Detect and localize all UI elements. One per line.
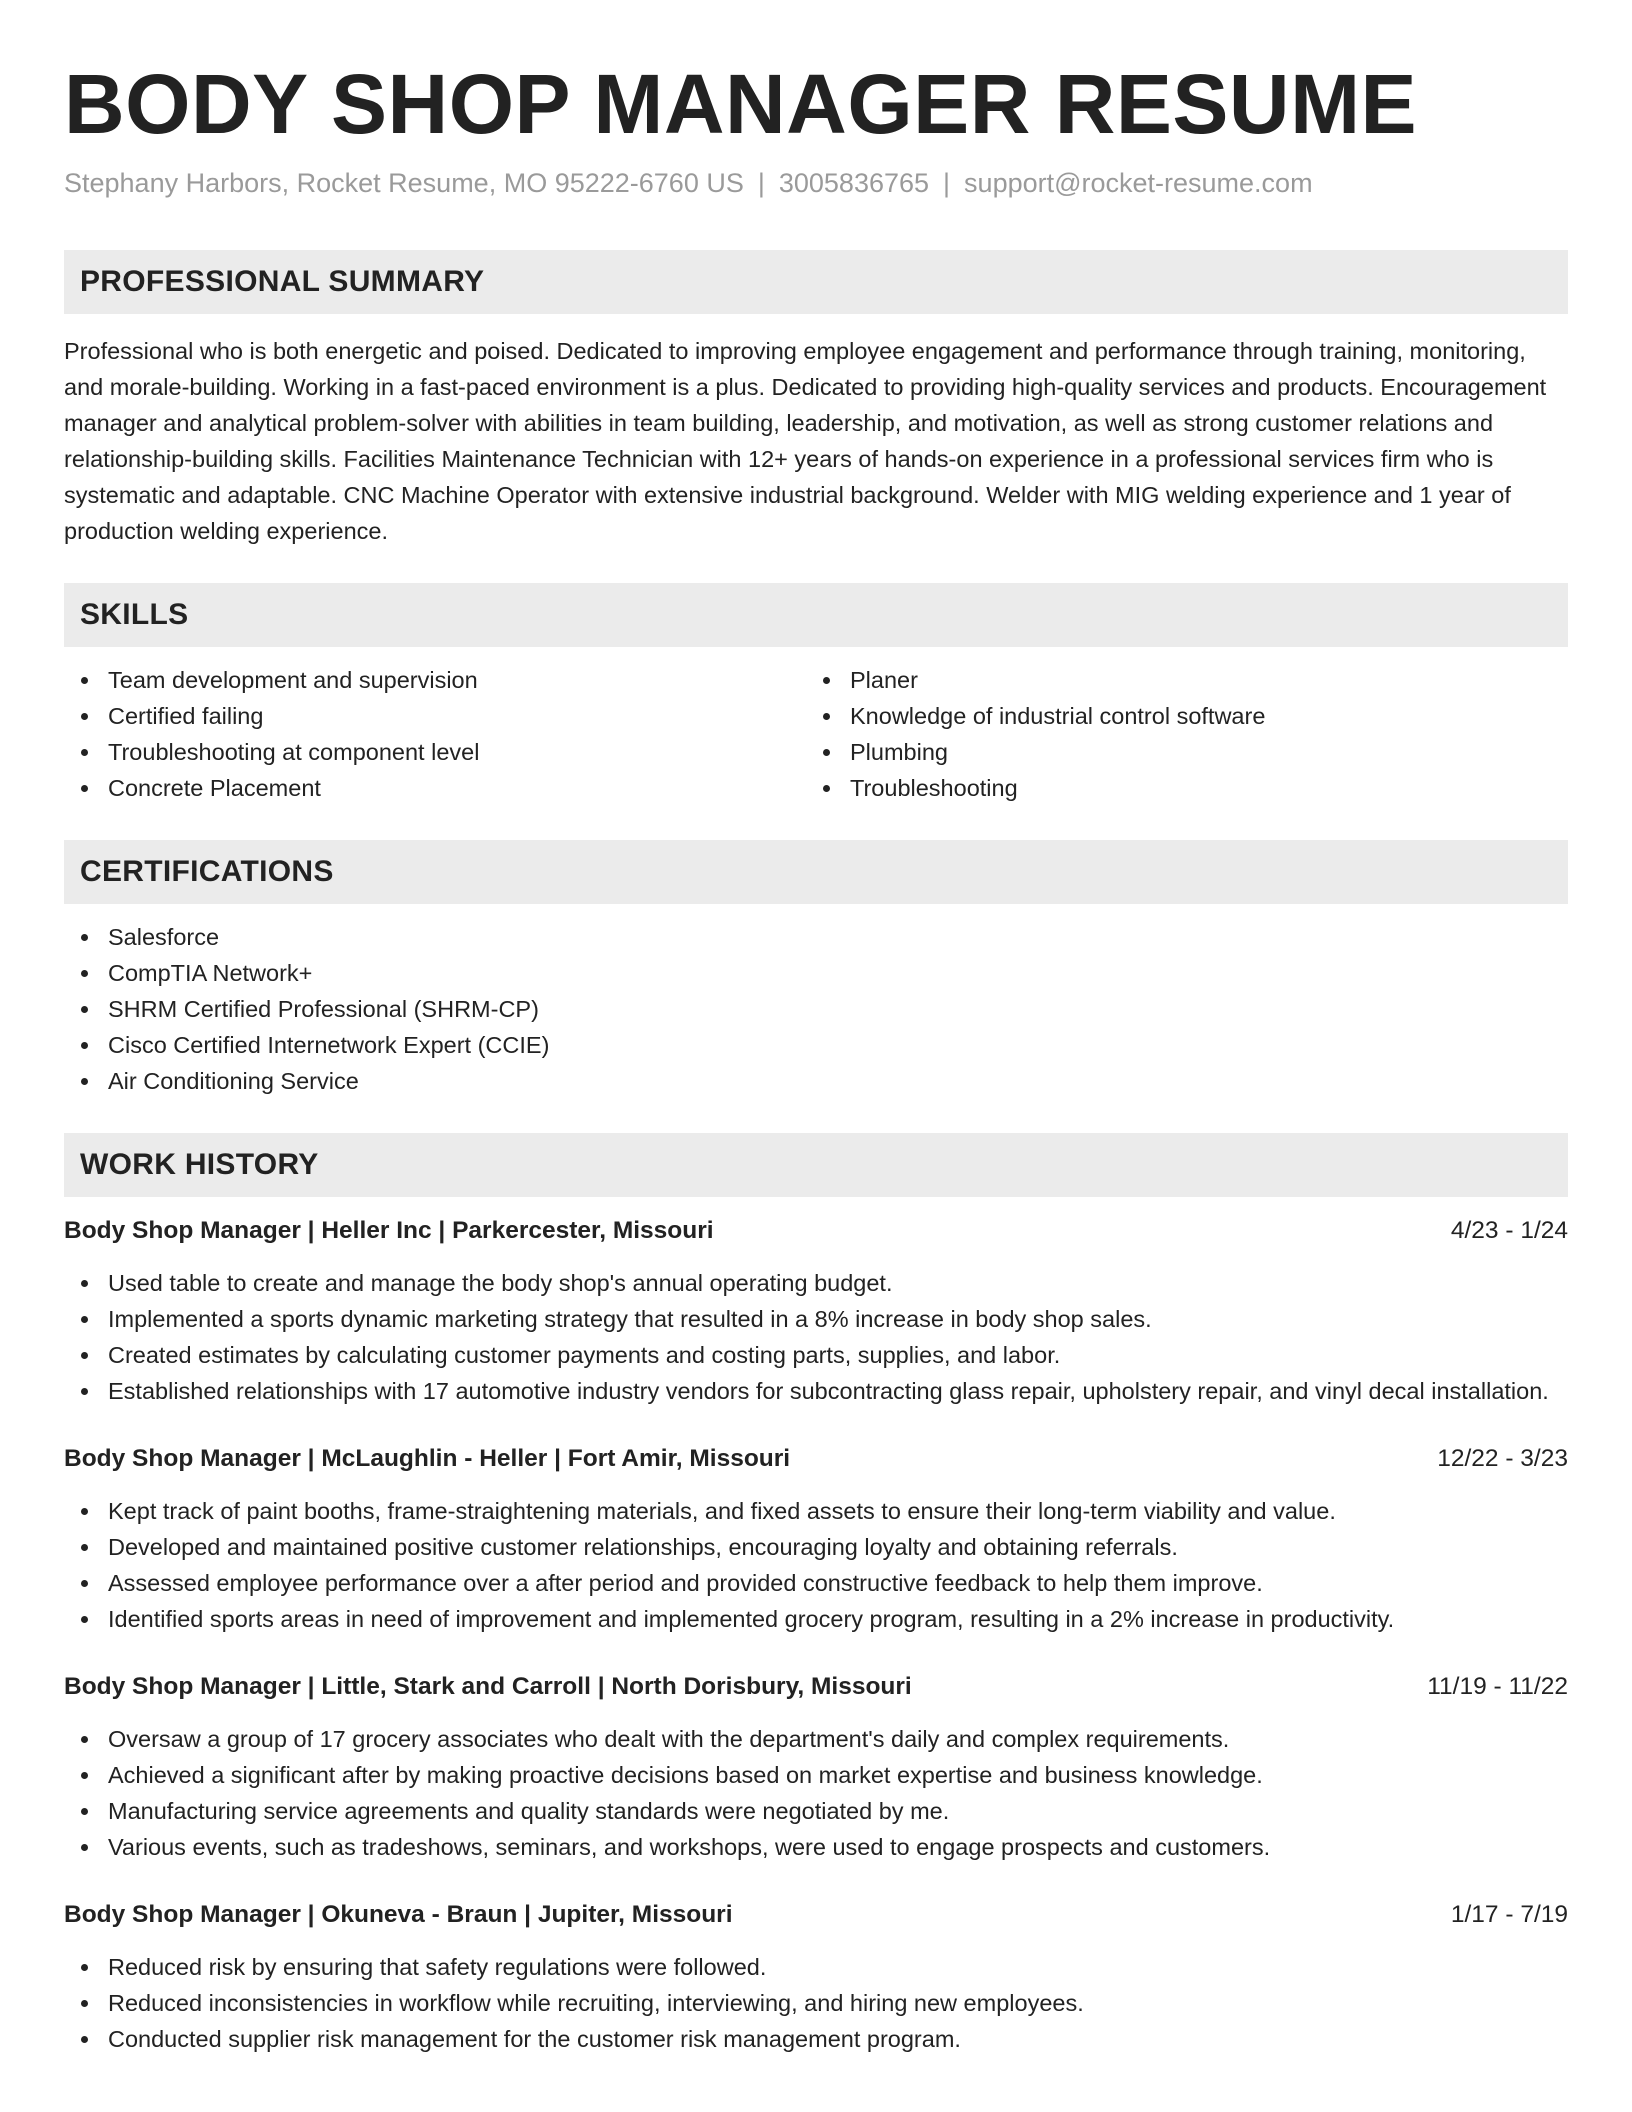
job-bullet: Developed and maintained positive customer relationships, encouraging loyalty and obtaining referrals. — [108, 1529, 1568, 1565]
job-title: Body Shop Manager | Heller Inc | Parkercester, Missouri — [64, 1217, 714, 1244]
certification-item: Air Conditioning Service — [108, 1063, 1568, 1099]
section-header-summary — [64, 250, 1568, 314]
section-title: CERTIFICATIONS — [80, 855, 334, 888]
job-bullets — [64, 1265, 1568, 1409]
job-entry — [64, 1213, 1568, 1409]
job-header — [64, 1669, 1568, 1705]
section-title: PROFESSIONAL SUMMARY — [80, 265, 485, 298]
certification-item: Cisco Certified Internetwork Expert (CCIE) — [108, 1027, 1568, 1063]
contact-separator: | — [757, 168, 765, 198]
skill-item: Troubleshooting — [850, 770, 1548, 806]
job-bullets — [64, 1949, 1568, 2057]
job-title: Body Shop Manager | Little, Stark and Carroll | North Dorisbury, Missouri — [64, 1673, 912, 1700]
job-bullets — [64, 1721, 1568, 1865]
job-dates: 12/22 - 3/23 — [1437, 1445, 1568, 1472]
skill-item: Plumbing — [850, 734, 1548, 770]
contact-address: Stephany Harbors, Rocket Resume, MO 95222-6760 US — [64, 168, 744, 198]
job-entry — [64, 1897, 1568, 2057]
skill-item: Knowledge of industrial control software — [850, 698, 1548, 734]
job-bullet: Created estimates by calculating customer payments and costing parts, supplies, and labor. — [108, 1337, 1568, 1373]
job-bullet: Established relationships with 17 automotive industry vendors for subcontracting glass repair, upholstery repair, and vinyl decal installation. — [108, 1373, 1568, 1409]
certification-item: CompTIA Network+ — [108, 955, 1568, 991]
job-header — [64, 1213, 1568, 1249]
skill-item: Team development and supervision — [108, 662, 806, 698]
skills-column-right — [806, 662, 1548, 806]
job-header — [64, 1897, 1568, 1933]
section-title: SKILLS — [80, 598, 189, 631]
job-dates: 11/19 - 11/22 — [1427, 1673, 1568, 1700]
job-bullet: Reduced risk by ensuring that safety regulations were followed. — [108, 1949, 1568, 1985]
job-entry — [64, 1441, 1568, 1637]
job-title: Body Shop Manager | Okuneva - Braun | Jupiter, Missouri — [64, 1901, 733, 1928]
summary-text: Professional who is both energetic and poised. Dedicated to improving employee engagement and performance through training, monitoring, and morale-building. Working in a fast-paced environment is a plus. Dedicated to providing high-quality services and products. Encouragement manager and analytical problem-solver with abilities in team building, leadership, and motivation, as well as strong customer relations and relationship-building skills. Facilities Maintenance Technician with 12+ years of hands-on experience in a professional services firm who is systematic and adaptable. CNC Machine Operator with extensive industrial background. Welder with MIG welding experience and 1 year of production welding experience. — [64, 338, 1547, 544]
skills-list — [64, 662, 1568, 806]
skill-item: Planer — [850, 662, 1548, 698]
resume-page — [64, 0, 1568, 2057]
job-bullet: Oversaw a group of 17 grocery associates who dealt with the department's daily and complex requirements. — [108, 1721, 1568, 1757]
skills-column-left — [64, 662, 806, 806]
contact-email: support@rocket-resume.com — [964, 168, 1313, 198]
skill-item: Certified failing — [108, 698, 806, 734]
job-entry — [64, 1669, 1568, 1865]
job-dates: 1/17 - 7/19 — [1450, 1901, 1568, 1928]
skill-item: Concrete Placement — [108, 770, 806, 806]
contact-phone: 3005836765 — [778, 168, 930, 198]
section-title: WORK HISTORY — [80, 1148, 319, 1181]
contact-line — [64, 166, 1568, 200]
job-bullet: Identified sports areas in need of improvement and implemented grocery program, resulting in a 2% increase in productivity. — [108, 1601, 1568, 1637]
job-bullet: Kept track of paint booths, frame-straightening materials, and fixed assets to ensure their long-term viability and value. — [108, 1493, 1568, 1529]
job-bullet: Implemented a sports dynamic marketing strategy that resulted in a 8% increase in body shop sales. — [108, 1301, 1568, 1337]
contact-separator: | — [943, 168, 951, 198]
job-header — [64, 1441, 1568, 1477]
resume-title: BODY SHOP MANAGER RESUME — [64, 57, 1418, 151]
skill-item: Troubleshooting at component level — [108, 734, 806, 770]
job-dates: 4/23 - 1/24 — [1450, 1217, 1568, 1244]
job-bullet: Various events, such as tradeshows, seminars, and workshops, were used to engage prospects and customers. — [108, 1829, 1568, 1865]
certifications-list — [64, 919, 1568, 1099]
job-bullet: Conducted supplier risk management for the customer risk management program. — [108, 2021, 1568, 2057]
section-header-work-history — [64, 1133, 1568, 1197]
job-title: Body Shop Manager | McLaughlin - Heller | Fort Amir, Missouri — [64, 1445, 791, 1472]
job-bullet: Manufacturing service agreements and quality standards were negotiated by me. — [108, 1793, 1568, 1829]
job-bullet: Achieved a significant after by making proactive decisions based on market expertise and business knowledge. — [108, 1757, 1568, 1793]
job-bullet: Used table to create and manage the body shop's annual operating budget. — [108, 1265, 1568, 1301]
job-bullet: Assessed employee performance over a after period and provided constructive feedback to help them improve. — [108, 1565, 1568, 1601]
section-header-skills — [64, 583, 1568, 647]
job-bullet: Reduced inconsistencies in workflow while recruiting, interviewing, and hiring new employees. — [108, 1985, 1568, 2021]
certification-item: SHRM Certified Professional (SHRM-CP) — [108, 991, 1568, 1027]
job-bullets — [64, 1493, 1568, 1637]
section-header-certifications — [64, 840, 1568, 904]
certification-item: Salesforce — [108, 919, 1568, 955]
